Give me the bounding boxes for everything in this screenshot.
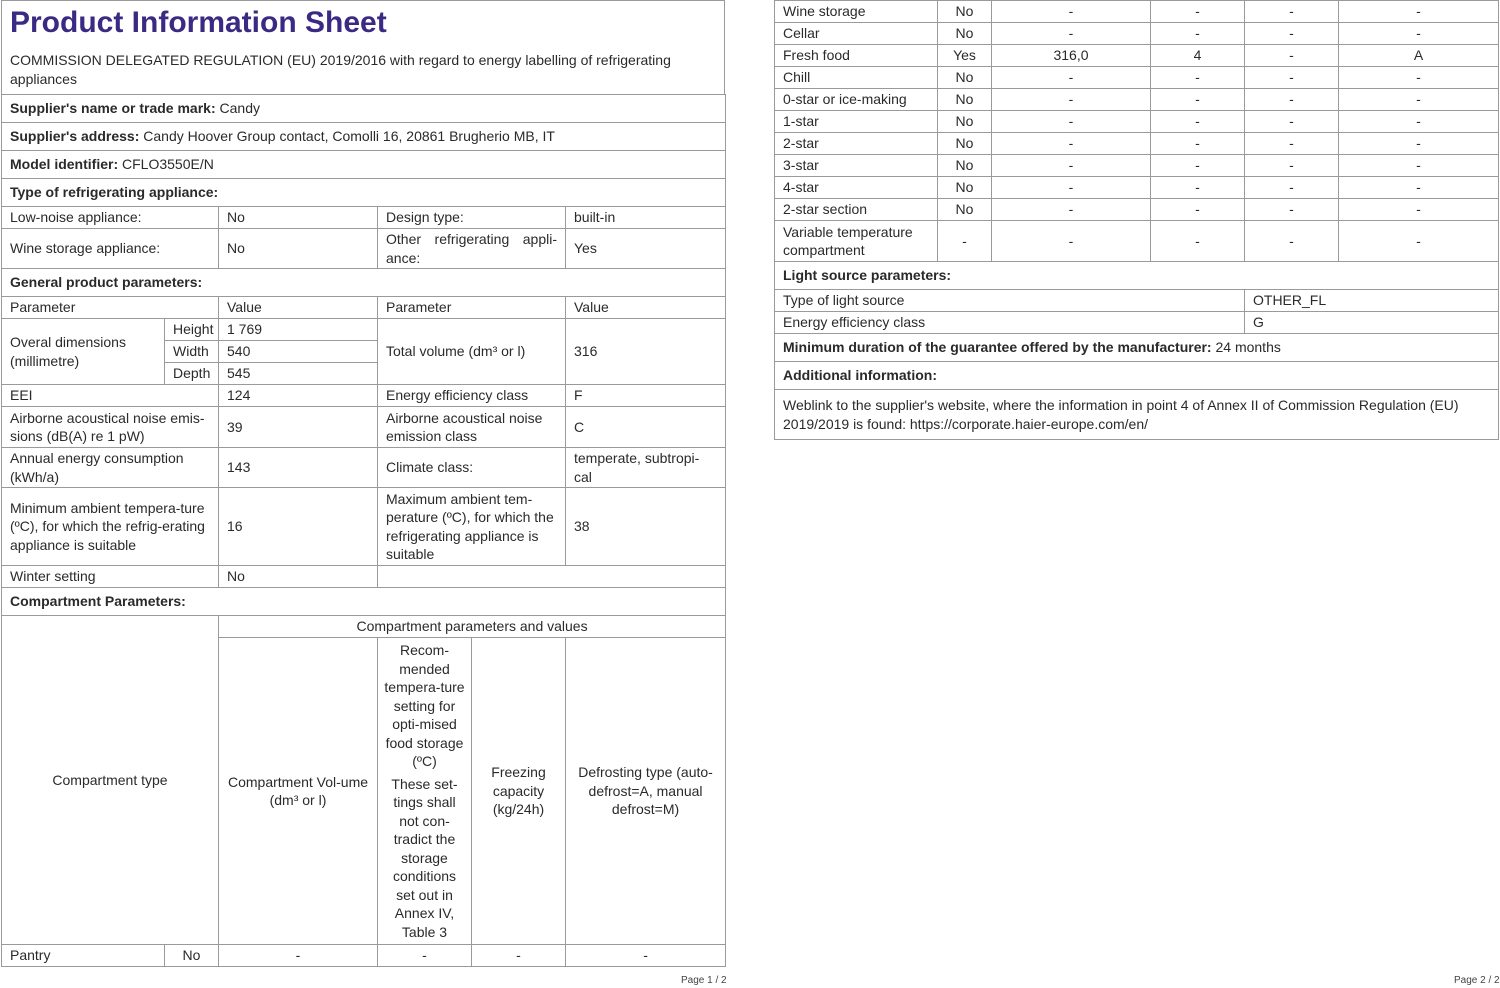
compartment-volume: - xyxy=(992,177,1151,199)
compartment-volume: 316,0 xyxy=(992,45,1151,67)
page-1 xyxy=(1,0,725,967)
light-eec-value: G xyxy=(1245,312,1499,334)
climate-class-label: Climate class: xyxy=(378,448,566,488)
pantry-temp: - xyxy=(378,945,472,967)
annual-energy-label: Annual energy consumption (kWh/a) xyxy=(2,448,219,488)
product-info-table xyxy=(1,94,726,967)
page-number-2: Page 2 / 2 xyxy=(1454,975,1500,986)
eec-label: Energy efficiency class xyxy=(378,385,566,407)
compartment-present: No xyxy=(938,155,992,177)
variable-compartment-temp: - xyxy=(1151,221,1245,262)
light-eec-label: Energy efficiency class xyxy=(775,312,1245,334)
compartment-defrost: - xyxy=(1339,199,1499,221)
model-label: Model identifier: xyxy=(10,156,119,173)
compartment-volume: - xyxy=(992,155,1151,177)
compartment-defrost: - xyxy=(1339,133,1499,155)
compartment-freezing: - xyxy=(1245,177,1339,199)
sheet-header xyxy=(1,0,725,94)
type-heading: Type of refrigerating appliance: xyxy=(2,179,726,207)
compartment-type-head: Compartment type xyxy=(2,616,219,945)
compartment-name: Fresh food xyxy=(775,45,938,67)
low-noise-label: Low-noise appliance: xyxy=(2,207,219,229)
total-volume-value: 316 xyxy=(566,319,726,385)
supplier-address-row xyxy=(2,123,726,151)
recommended-temp-note: These set-tings shall not con-tradict the storage conditions set out in Annex IV, Table 3 xyxy=(391,775,458,940)
compartment-row xyxy=(775,67,1499,89)
compartment-freezing: - xyxy=(1245,155,1339,177)
supplier-address-value: Candy Hoover Group contact, Comolli 16, 20861 Brugherio MB, IT xyxy=(143,128,555,145)
compartment-row xyxy=(775,89,1499,111)
compartment-present: No xyxy=(938,133,992,155)
design-type-label: Design type: xyxy=(378,207,566,229)
noise-class-value: C xyxy=(566,407,726,448)
compartment-row xyxy=(775,155,1499,177)
compartment-temp: - xyxy=(1151,199,1245,221)
compartment-name: 4-star xyxy=(775,177,938,199)
max-ambient-value: 38 xyxy=(566,488,726,566)
compartment-defrost: - xyxy=(1339,23,1499,45)
compartment-volume: - xyxy=(992,67,1151,89)
design-type-value: built-in xyxy=(566,207,726,229)
eei-label: EEI xyxy=(2,385,219,407)
width-value: 540 xyxy=(219,341,378,363)
noise-value: 39 xyxy=(219,407,378,448)
compartment-present: Yes xyxy=(938,45,992,67)
compartment-freezing: - xyxy=(1245,67,1339,89)
defrost-type-head: Defrosting type (auto-defrost=A, manual defrost=M) xyxy=(566,638,726,945)
compartment-name: 3-star xyxy=(775,155,938,177)
compartment-name: Cellar xyxy=(775,23,938,45)
compartment-volume-head: Compartment Vol-ume (dm³ or l) xyxy=(219,638,378,945)
parameter-head-1: Parameter xyxy=(2,297,219,319)
climate-class-value: temperate, subtropi-cal xyxy=(566,448,726,488)
compartment-name: Chill xyxy=(775,67,938,89)
supplier-name-row xyxy=(2,95,726,123)
guarantee-label: Minimum duration of the guarantee offered by the manufacturer: xyxy=(783,339,1212,356)
height-value: 1 769 xyxy=(219,319,378,341)
other-appliance-label: Other refrigerating appli-ance: xyxy=(378,229,566,269)
noise-label: Airborne acoustical noise emis-sions (dB(A) re 1 pW) xyxy=(2,407,219,448)
winter-setting-label: Winter setting xyxy=(2,566,219,588)
compartment-row xyxy=(775,199,1499,221)
compartment-volume: - xyxy=(992,1,1151,23)
light-type-value: OTHER_FL xyxy=(1245,290,1499,312)
compartment-params-head: Compartment parameters and values xyxy=(219,616,726,638)
compartment-temp: - xyxy=(1151,111,1245,133)
compartment-volume: - xyxy=(992,111,1151,133)
compartment-temp: - xyxy=(1151,89,1245,111)
compartment-defrost: - xyxy=(1339,1,1499,23)
light-heading: Light source parameters: xyxy=(775,262,1499,290)
compartment-table xyxy=(774,0,1499,440)
pantry-freezing: - xyxy=(472,945,566,967)
compartment-defrost: - xyxy=(1339,155,1499,177)
compartment-row xyxy=(775,177,1499,199)
compartment-volume: - xyxy=(992,199,1151,221)
compartment-defrost: - xyxy=(1339,89,1499,111)
compartment-freezing: - xyxy=(1245,89,1339,111)
variable-compartment-volume: - xyxy=(992,221,1151,262)
compartment-defrost: - xyxy=(1339,111,1499,133)
compartment-name: 0-star or ice-making xyxy=(775,89,938,111)
variable-compartment-present: - xyxy=(938,221,992,262)
compartment-present: No xyxy=(938,111,992,133)
winter-setting-value: No xyxy=(219,566,378,588)
max-ambient-label: Maximum ambient tem-perature (ºC), for which the refrigerating appliance is suitable xyxy=(378,488,566,566)
general-heading: General product parameters: xyxy=(2,269,726,297)
page-title: Product Information Sheet xyxy=(10,6,387,39)
value-head-2: Value xyxy=(566,297,726,319)
variable-compartment-freezing: - xyxy=(1245,221,1339,262)
compartment-temp: - xyxy=(1151,155,1245,177)
parameter-head-2: Parameter xyxy=(378,297,566,319)
compartment-row xyxy=(775,133,1499,155)
compartment-present: No xyxy=(938,89,992,111)
depth-label: Depth xyxy=(165,363,219,385)
freezing-capacity-head: Freezing capacity (kg/24h) xyxy=(472,638,566,945)
compartment-freezing: - xyxy=(1245,133,1339,155)
width-label: Width xyxy=(165,341,219,363)
recommended-temp-text: Recom-mended tempera-ture setting for opti-mised food storage (ºC) xyxy=(384,642,465,769)
model-value: CFLO3550E/N xyxy=(122,156,214,173)
pantry-present: No xyxy=(165,945,219,967)
compartment-volume: - xyxy=(992,133,1151,155)
compartment-present: No xyxy=(938,1,992,23)
compartment-freezing: - xyxy=(1245,111,1339,133)
compartment-volume: - xyxy=(992,89,1151,111)
dimensions-label: Overal dimensions (millimetre) xyxy=(2,319,165,385)
supplier-name-value: Candy xyxy=(219,100,260,117)
compartment-name: Wine storage xyxy=(775,1,938,23)
compartment-defrost: A xyxy=(1339,45,1499,67)
compartment-heading: Compartment Parameters: xyxy=(2,588,726,616)
compartment-row xyxy=(775,45,1499,67)
supplier-address-label: Supplier's address: xyxy=(10,128,140,145)
compartment-present: No xyxy=(938,199,992,221)
page-2 xyxy=(774,0,1498,440)
variable-compartment-name: Variable temperature compartment xyxy=(775,221,938,262)
compartment-freezing: - xyxy=(1245,1,1339,23)
low-noise-value: No xyxy=(219,207,378,229)
model-row xyxy=(2,151,726,179)
height-label: Height xyxy=(165,319,219,341)
compartment-freezing: - xyxy=(1245,199,1339,221)
eei-value: 124 xyxy=(219,385,378,407)
min-ambient-label: Minimum ambient tempera-ture (ºC), for which the refrig-erating appliance is suitable xyxy=(2,488,219,566)
compartment-name: 2-star section xyxy=(775,199,938,221)
guarantee-value: 24 months xyxy=(1215,339,1281,356)
other-appliance-value: Yes xyxy=(566,229,726,269)
recommended-temp-head xyxy=(378,638,472,945)
compartment-row xyxy=(775,1,1499,23)
value-head-1: Value xyxy=(219,297,378,319)
compartment-row xyxy=(775,23,1499,45)
compartment-volume: - xyxy=(992,23,1151,45)
compartment-temp: - xyxy=(1151,67,1245,89)
compartment-name: 1-star xyxy=(775,111,938,133)
eec-value: F xyxy=(566,385,726,407)
variable-compartment-defrost: - xyxy=(1339,221,1499,262)
compartment-present: No xyxy=(938,23,992,45)
compartment-temp: - xyxy=(1151,133,1245,155)
compartment-name: 2-star xyxy=(775,133,938,155)
compartment-present: No xyxy=(938,67,992,89)
regulation-text: COMMISSION DELEGATED REGULATION (EU) 2019/2016 with regard to energy labelling of refrigerating appliances xyxy=(10,52,671,87)
wine-appliance-value: No xyxy=(219,229,378,269)
compartment-temp: - xyxy=(1151,23,1245,45)
weblink-url[interactable]: https://corporate.haier-europe.com/en/ xyxy=(909,415,1149,432)
pantry-volume: - xyxy=(219,945,378,967)
depth-value: 545 xyxy=(219,363,378,385)
compartment-row xyxy=(775,111,1499,133)
weblink-text: Weblink to the supplier's website, where the information in point 4 of Annex II of Commission Regulation (EU) 2019/2019 is found: xyxy=(783,397,1459,432)
compartment-temp: - xyxy=(1151,1,1245,23)
compartment-defrost: - xyxy=(1339,67,1499,89)
noise-class-label: Airborne acoustical noise emission class xyxy=(378,407,566,448)
compartment-defrost: - xyxy=(1339,177,1499,199)
guarantee-row xyxy=(775,334,1499,362)
compartment-freezing: - xyxy=(1245,45,1339,67)
total-volume-label: Total volume (dm³ or l) xyxy=(378,319,566,385)
light-type-label: Type of light source xyxy=(775,290,1245,312)
compartment-temp: 4 xyxy=(1151,45,1245,67)
wine-appliance-label: Wine storage appliance: xyxy=(2,229,219,269)
additional-heading: Additional information: xyxy=(775,362,1499,390)
compartment-temp: - xyxy=(1151,177,1245,199)
empty-cell xyxy=(378,566,726,588)
supplier-name-label: Supplier's name or trade mark: xyxy=(10,100,216,117)
compartment-present: No xyxy=(938,177,992,199)
pantry-name: Pantry xyxy=(2,945,165,967)
annual-energy-value: 143 xyxy=(219,448,378,488)
compartment-freezing: - xyxy=(1245,23,1339,45)
pantry-defrost: - xyxy=(566,945,726,967)
weblink-row xyxy=(775,390,1499,440)
page-number-1: Page 1 / 2 xyxy=(681,975,727,986)
min-ambient-value: 16 xyxy=(219,488,378,566)
